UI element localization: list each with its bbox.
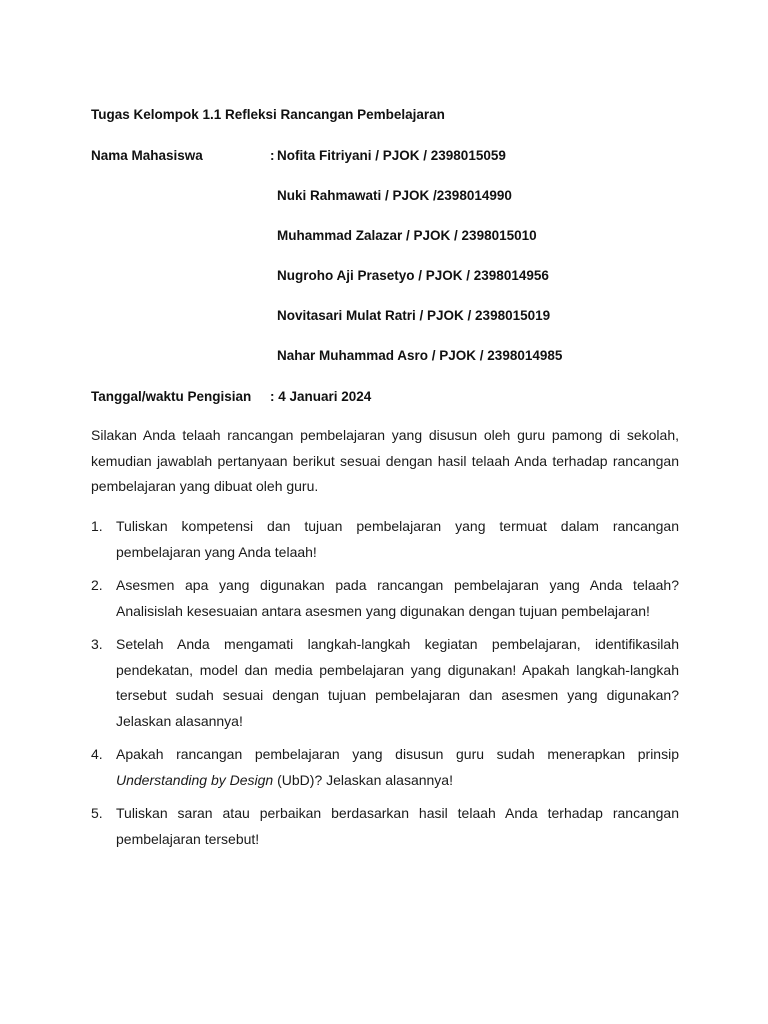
question-text: Setelah Anda mengamati langkah-langkah kegiatan pembelajaran, identifikasilah pendekatan, model dan media pembelajaran yang digunakan! Apakah langkah-langkah tersebut sudah sesuai dengan tujuan pembelajaran dan asesmen yang digunakan? Jelaskan alasannya! (116, 636, 679, 729)
date-value: : 4 Januari 2024 (270, 389, 372, 404)
name-colon: : (270, 148, 275, 163)
question-number: 1. (91, 518, 103, 534)
question-number: 3. (91, 636, 103, 652)
intro-paragraph: Silakan Anda telaah rancangan pembelajaran yang disusun oleh guru pamong di sekolah, kemudian jawablah pertanyaan berikut sesuai dengan hasil telaah Anda terhadap rancangan pembelajaran yang dibuat oleh guru. (91, 427, 679, 494)
member-name: Muhammad Zalazar / PJOK / 2398015010 (277, 228, 537, 243)
question-text-part: Apakah rancangan pembelajaran yang disusun guru sudah menerapkan prinsip (116, 746, 679, 762)
question-number: 5. (91, 805, 103, 821)
member-name: Nahar Muhammad Asro / PJOK / 2398014985 (277, 348, 563, 363)
member-name: Novitasari Mulat Ratri / PJOK / 2398015019 (277, 308, 551, 323)
name-label: Nama Mahasiswa (91, 148, 203, 163)
member-name: Nugroho Aji Prasetyo / PJOK / 2398014956 (277, 268, 549, 283)
question-text: Asesmen apa yang digunakan pada rancangan pembelajaran yang Anda telaah? Analisislah kesesuaian antara asesmen yang digunakan dengan tujuan pembelajaran! (116, 577, 679, 619)
question-text: Tuliskan saran atau perbaikan berdasarkan hasil telaah Anda terhadap rancangan pembelajaran tersebut! (116, 805, 679, 847)
list-item (91, 632, 679, 734)
date-label: Tanggal/waktu Pengisian (91, 389, 252, 404)
list-item (91, 573, 679, 624)
member-name: Nofita Fitriyani / PJOK / 2398015059 (277, 148, 506, 163)
list-item (91, 801, 679, 852)
question-text: Tuliskan kompetensi dan tujuan pembelajaran yang termuat dalam rancangan pembelajaran yang Anda telaah! (116, 518, 679, 560)
question-text (116, 746, 679, 788)
question-list (91, 514, 679, 860)
question-number: 2. (91, 577, 103, 593)
member-name: Nuki Rahmawati / PJOK /2398014990 (277, 188, 512, 203)
question-text-part: (UbD)? Jelaskan alasannya! (273, 771, 453, 788)
document-title: Tugas Kelompok 1.1 Refleksi Rancangan Pembelajaran (91, 107, 445, 122)
question-number: 4. (91, 746, 103, 762)
list-item (91, 742, 679, 793)
list-item (91, 514, 679, 565)
question-text-italic: Understanding by Design (116, 771, 274, 788)
